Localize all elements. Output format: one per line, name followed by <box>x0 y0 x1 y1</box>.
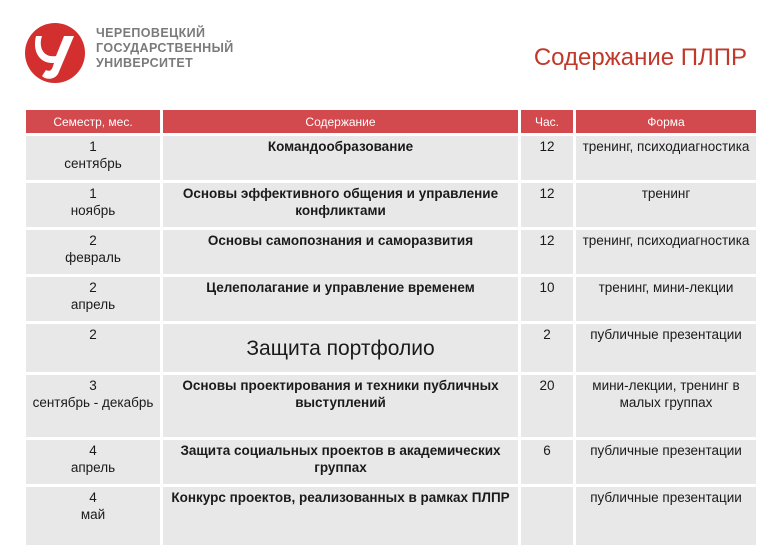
semester-number: 4 <box>89 443 97 458</box>
hours-cell: 12 <box>521 136 573 180</box>
table-row <box>26 277 756 321</box>
column-header-content: Содержание <box>163 110 518 133</box>
semester-month: апрель <box>70 460 116 475</box>
table-row <box>26 183 756 227</box>
semester-cell <box>26 324 160 372</box>
content-cell: Основы проектирования и техники публичных выступлений <box>163 375 518 437</box>
content-cell: Защита портфолио <box>163 324 518 372</box>
form-cell: тренинг, мини-лекции <box>576 277 756 321</box>
form-cell: мини-лекции, тренинг в малых группах <box>576 375 756 437</box>
hours-cell: 2 <box>521 324 573 372</box>
table-row <box>26 136 756 180</box>
hours-cell: 10 <box>521 277 573 321</box>
content-cell: Командообразование <box>163 136 518 180</box>
hours-cell: 12 <box>521 183 573 227</box>
university-name <box>96 26 234 71</box>
semester-cell <box>26 136 160 180</box>
content-cell: Основы самопознания и саморазвития <box>163 230 518 274</box>
semester-month: февраль <box>65 250 121 265</box>
table-row <box>26 375 756 437</box>
form-cell: тренинг, психодиагностика <box>576 136 756 180</box>
hours-cell: 20 <box>521 375 573 437</box>
semester-number: 3 <box>89 378 97 393</box>
header <box>0 0 780 100</box>
page-title: Содержание ПЛПР <box>533 44 747 71</box>
column-header-semester: Семестр, мес. <box>26 110 160 133</box>
content-cell: Защита социальных проектов в академических группах <box>163 440 518 484</box>
semester-month: сентябрь <box>64 156 122 171</box>
content-cell: Основы эффективного общения и управление конфликтами <box>163 183 518 227</box>
semester-cell <box>26 487 160 545</box>
university-name-line: УНИВЕРСИТЕТ <box>96 56 194 70</box>
semester-cell <box>26 440 160 484</box>
semester-cell <box>26 230 160 274</box>
semester-number: 2 <box>89 327 97 342</box>
semester-month: сентябрь - декабрь <box>32 395 154 410</box>
column-header-hours: Час. <box>521 110 573 133</box>
hours-cell: 6 <box>521 440 573 484</box>
semester-number: 1 <box>89 186 97 201</box>
form-cell: публичные презентации <box>576 487 756 545</box>
column-header-form: Форма <box>576 110 756 133</box>
table-header-row <box>26 110 756 133</box>
university-name-line: ЧЕРЕПОВЕЦКИЙ <box>96 26 206 40</box>
hours-cell: 12 <box>521 230 573 274</box>
semester-number: 1 <box>89 139 97 154</box>
table-row <box>26 324 756 372</box>
semester-month: апрель <box>70 297 116 312</box>
content-cell: Целеполагание и управление временем <box>163 277 518 321</box>
semester-number: 2 <box>89 280 97 295</box>
hours-cell <box>521 487 573 545</box>
form-cell: тренинг <box>576 183 756 227</box>
semester-month: май <box>80 507 106 522</box>
table-row <box>26 440 756 484</box>
university-name-line: ГОСУДАРСТВЕННЫЙ <box>96 41 234 55</box>
form-cell: публичные презентации <box>576 324 756 372</box>
curriculum-table <box>23 107 759 548</box>
form-cell: тренинг, психодиагностика <box>576 230 756 274</box>
semester-cell <box>26 183 160 227</box>
semester-cell <box>26 277 160 321</box>
table-row <box>26 230 756 274</box>
semester-cell <box>26 375 160 437</box>
form-cell: публичные презентации <box>576 440 756 484</box>
content-cell: Конкурс проектов, реализованных в рамках ПЛПР <box>163 487 518 545</box>
table-row <box>26 487 756 545</box>
semester-month: ноябрь <box>70 203 116 218</box>
semester-number: 4 <box>89 490 97 505</box>
university-logo-icon <box>24 22 86 84</box>
semester-number: 2 <box>89 233 97 248</box>
